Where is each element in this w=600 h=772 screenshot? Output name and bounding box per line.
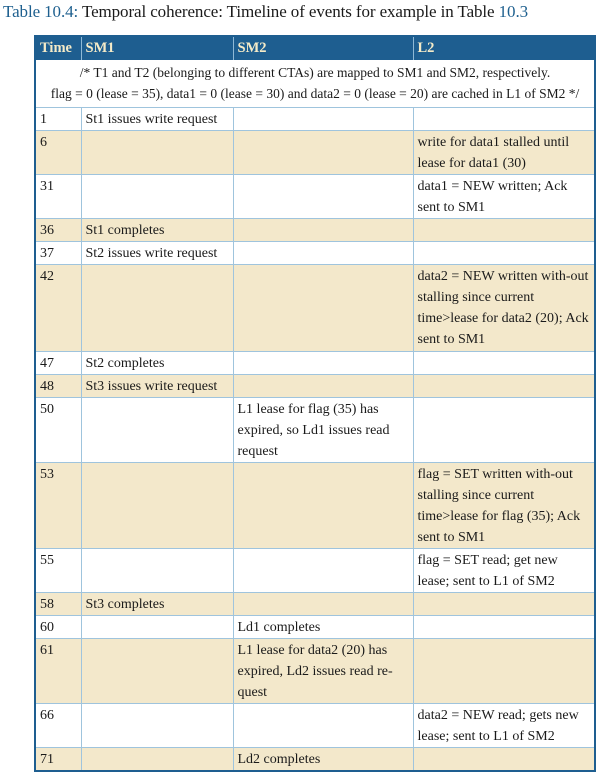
- cell-sm1: [81, 704, 233, 748]
- timeline-table: [34, 35, 596, 772]
- cell-l2: data2 = NEW read; gets new lease; sent to L1 of SM2: [413, 704, 594, 748]
- cell-sm2: [233, 375, 413, 398]
- table-row: [36, 175, 594, 219]
- cell-sm1: [81, 639, 233, 704]
- column-header-time: Time: [36, 37, 81, 60]
- cell-l2: [413, 375, 594, 398]
- cell-sm2: [233, 242, 413, 265]
- cell-sm1: St3 completes: [81, 593, 233, 616]
- cell-l2: [413, 639, 594, 704]
- cell-l2: [413, 219, 594, 242]
- cell-l2: data1 = NEW written; Ack sent to SM1: [413, 175, 594, 219]
- cell-sm2: Ld1 completes: [233, 616, 413, 639]
- cell-time: 53: [36, 463, 81, 549]
- cell-l2: [413, 352, 594, 375]
- cell-time: 42: [36, 265, 81, 352]
- cell-sm2: [233, 108, 413, 131]
- table-row: [36, 549, 594, 593]
- cell-time: 36: [36, 219, 81, 242]
- table-row: [36, 108, 594, 131]
- table-row: [36, 265, 594, 352]
- table-header: [36, 37, 594, 60]
- cell-sm1: [81, 265, 233, 352]
- table-row: [36, 593, 594, 616]
- cell-time: 1: [36, 108, 81, 131]
- cell-time: 31: [36, 175, 81, 219]
- cell-sm2: [233, 219, 413, 242]
- column-header-sm1: SM1: [81, 37, 233, 60]
- table-row: [36, 352, 594, 375]
- table-row: [36, 219, 594, 242]
- cell-sm1: [81, 748, 233, 771]
- cell-sm2: L1 lease for flag (35) has expired, so Ld1 issues read request: [233, 398, 413, 463]
- cell-sm2: [233, 175, 413, 219]
- cell-sm2: [233, 265, 413, 352]
- cell-l2: [413, 242, 594, 265]
- cell-sm1: [81, 549, 233, 593]
- cell-sm2: [233, 704, 413, 748]
- cell-l2: [413, 108, 594, 131]
- comment-line-1: /* T1 and T2 (belonging to different CTAs) are mapped to SM1 and SM2, respectively.: [79, 65, 551, 80]
- cell-sm1: St1 issues write request: [81, 108, 233, 131]
- caption-text: Temporal coherence: Timeline of events for example in Table: [78, 2, 499, 21]
- cell-sm1: [81, 616, 233, 639]
- table-caption: [3, 1, 528, 23]
- cell-time: 50: [36, 398, 81, 463]
- cell-sm1: [81, 463, 233, 549]
- table-row: [36, 616, 594, 639]
- cell-sm1: [81, 131, 233, 175]
- cell-time: 61: [36, 639, 81, 704]
- cell-time: 60: [36, 616, 81, 639]
- table-body: [36, 108, 594, 771]
- table-row: [36, 639, 594, 704]
- table-comment: [36, 60, 594, 108]
- cell-sm2: [233, 352, 413, 375]
- cell-sm2: L1 lease for data2 (20) has expired, Ld2 issues read re-quest: [233, 639, 413, 704]
- cell-l2: [413, 593, 594, 616]
- cell-sm2: [233, 593, 413, 616]
- cell-sm1: [81, 398, 233, 463]
- column-header-sm2: SM2: [233, 37, 413, 60]
- table-row: [36, 463, 594, 549]
- cell-sm1: St3 issues write request: [81, 375, 233, 398]
- table-row: [36, 242, 594, 265]
- cell-time: 47: [36, 352, 81, 375]
- cell-time: 37: [36, 242, 81, 265]
- cell-sm1: St2 completes: [81, 352, 233, 375]
- comment-cell: [36, 60, 594, 108]
- cell-sm1: [81, 175, 233, 219]
- cell-time: 58: [36, 593, 81, 616]
- table-row: [36, 398, 594, 463]
- comment-line-2: flag = 0 (lease = 35), data1 = 0 (lease = 30) and data2 = 0 (lease = 20) are cached in L1 of SM2 */: [50, 86, 580, 101]
- column-header-l2: L2: [413, 37, 594, 60]
- cell-sm1: St1 completes: [81, 219, 233, 242]
- table-row: [36, 375, 594, 398]
- cell-l2: [413, 748, 594, 771]
- cell-time: 55: [36, 549, 81, 593]
- cell-sm2: [233, 549, 413, 593]
- table-row: [36, 704, 594, 748]
- cell-sm2: [233, 463, 413, 549]
- cell-time: 71: [36, 748, 81, 771]
- caption-table-reference-link[interactable]: 10.3: [498, 2, 528, 21]
- cell-sm1: St2 issues write request: [81, 242, 233, 265]
- cell-l2: data2 = NEW written with-out stalling since current time>lease for data2 (20); Ack sent to SM1: [413, 265, 594, 352]
- table-row: [36, 748, 594, 771]
- cell-l2: flag = SET read; get new lease; sent to L1 of SM2: [413, 549, 594, 593]
- cell-time: 48: [36, 375, 81, 398]
- cell-sm2: Ld2 completes: [233, 748, 413, 771]
- cell-sm2: [233, 131, 413, 175]
- caption-label: Table 10.4:: [3, 2, 79, 21]
- table-row: [36, 131, 594, 175]
- cell-time: 6: [36, 131, 81, 175]
- cell-l2: [413, 398, 594, 463]
- cell-l2: [413, 616, 594, 639]
- cell-l2: flag = SET written with-out stalling since current time>lease for flag (35); Ack sent to SM1: [413, 463, 594, 549]
- cell-time: 66: [36, 704, 81, 748]
- cell-l2: write for data1 stalled until lease for data1 (30): [413, 131, 594, 175]
